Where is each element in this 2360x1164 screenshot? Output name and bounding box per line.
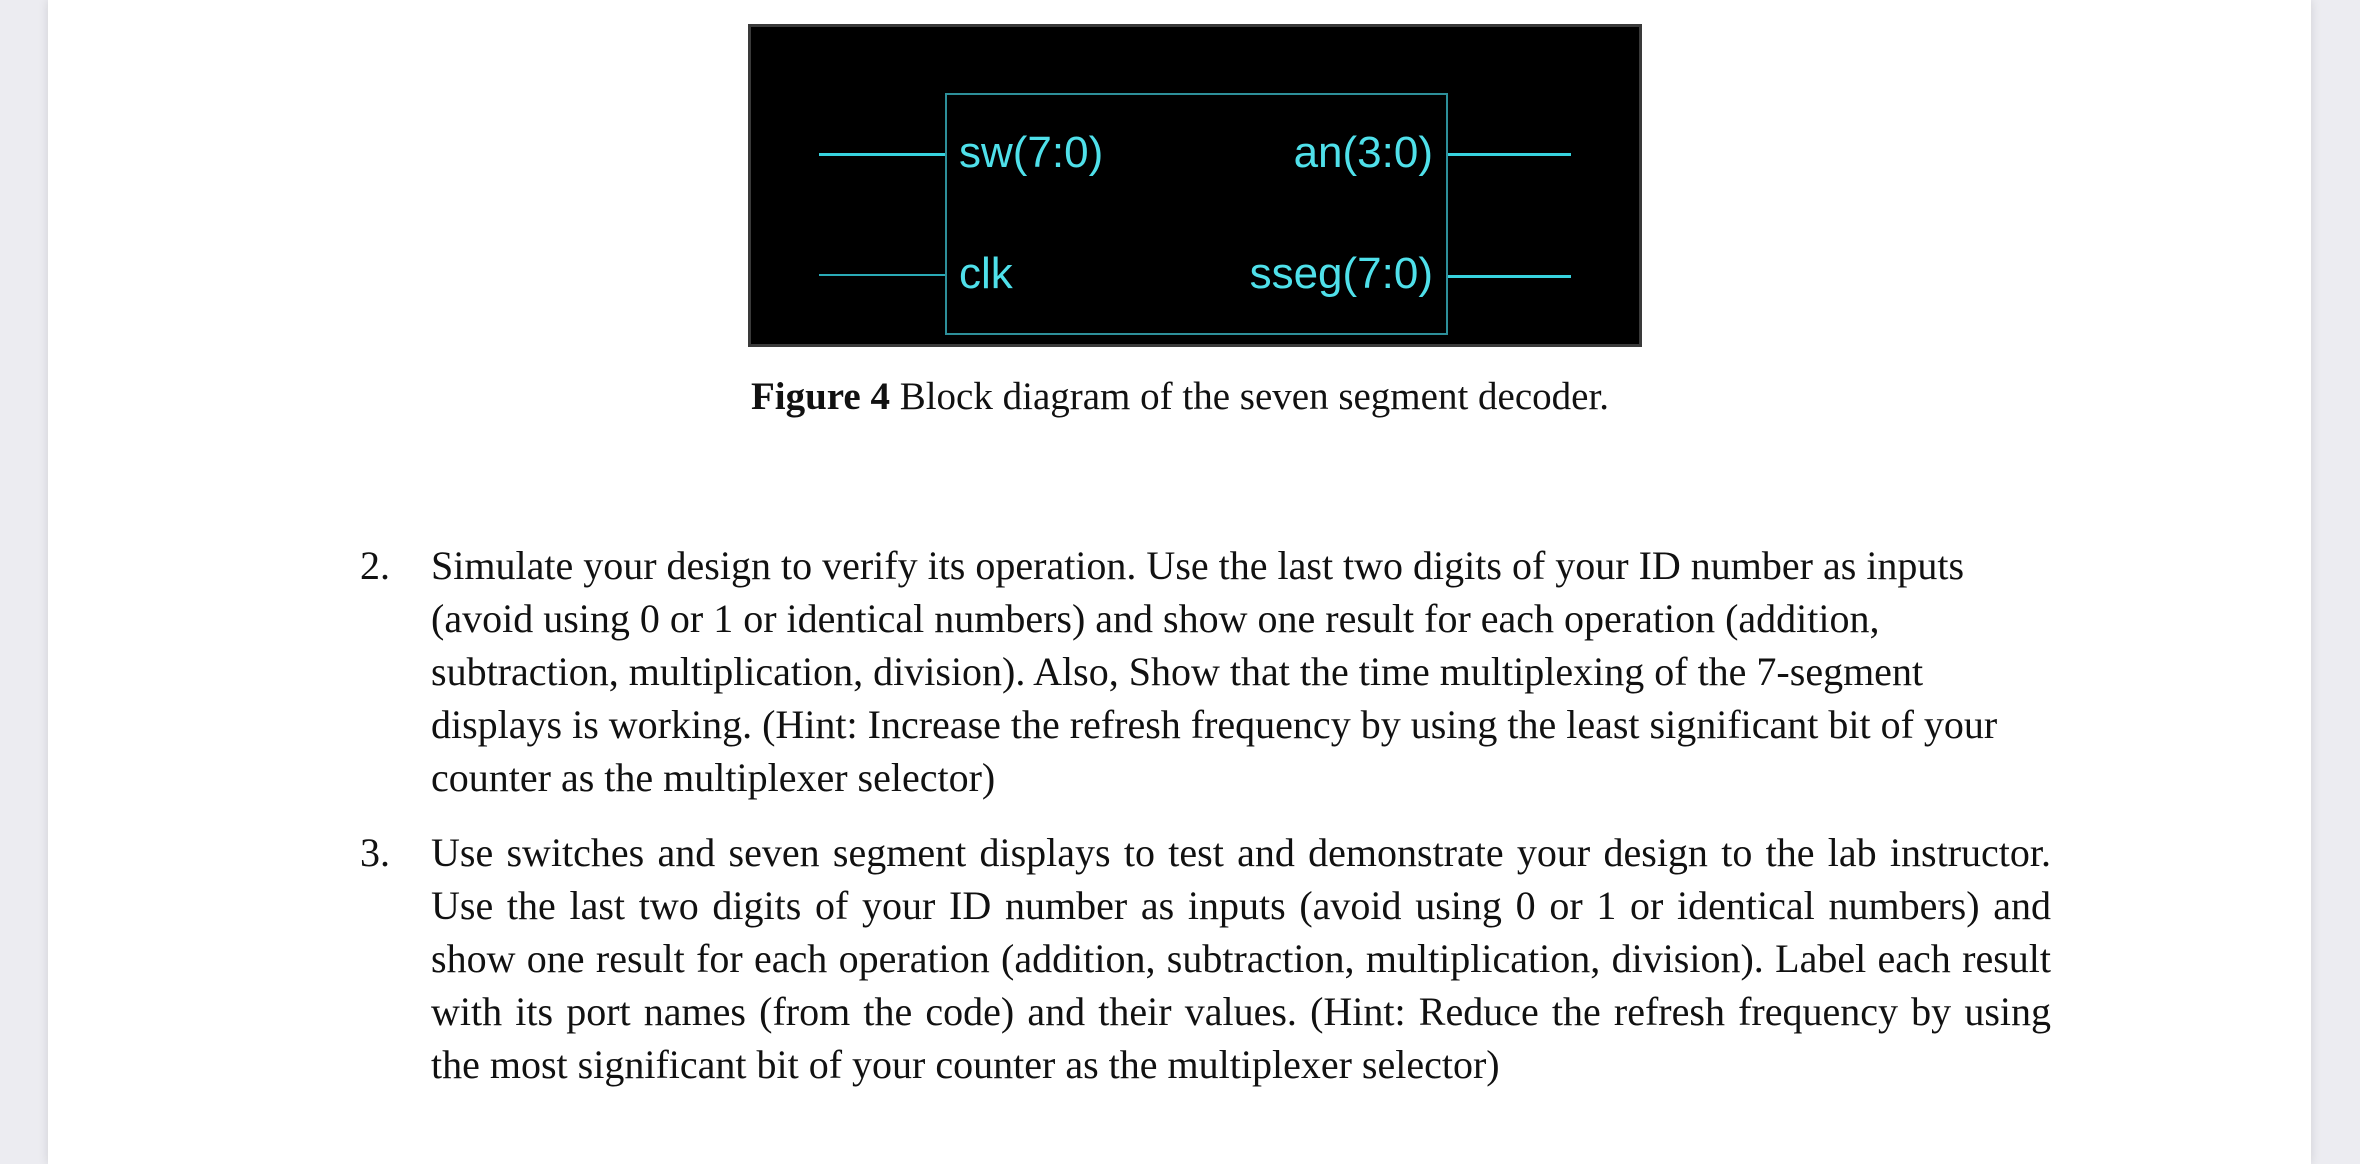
- clk-input-wire: [819, 274, 945, 276]
- sseg-output-wire: [1448, 275, 1571, 278]
- figure-caption: [0, 374, 2360, 419]
- figure-caption-text: Block diagram of the seven segment decoder.: [889, 375, 1610, 418]
- block-diagram: [748, 24, 1642, 347]
- list-item-text: Simulate your design to verify its operation. Use the last two digits of your ID number as inputs (avoid using 0 or 1 or identical numbers) and show one result for each operation (addition, subtraction, multiplication, division). Also, Show that the time multiplexing of the 7-segment displays is working. (Hint: Increase the refresh frequency by using the least significant bit of your counter as the multiplexer selector): [431, 543, 1998, 800]
- an-port-label: an(3:0): [1293, 128, 1433, 177]
- sseg-port-label: sseg(7:0): [1249, 249, 1433, 298]
- clk-port-label: clk: [959, 249, 1013, 298]
- list-item-text: Use switches and seven segment displays to test and demonstrate your design to the lab instructor. Use the last two digits of your ID number as inputs (avoid using 0 or 1 or identical numbers) and show one result for each operation (addition, subtraction, multiplication, division). Label each result with its port names (from the code) and their values. (Hint: Reduce the refresh frequency by using the most significant bit of your counter as the multiplexer selector): [431, 830, 2051, 1087]
- sw-input-wire: [819, 153, 945, 156]
- list-item-number: 3.: [360, 830, 390, 875]
- sw-port-label: sw(7:0): [959, 128, 1104, 177]
- figure-label: Figure 4: [750, 375, 890, 418]
- an-output-wire: [1448, 153, 1571, 156]
- list-item-number: 2.: [360, 543, 390, 588]
